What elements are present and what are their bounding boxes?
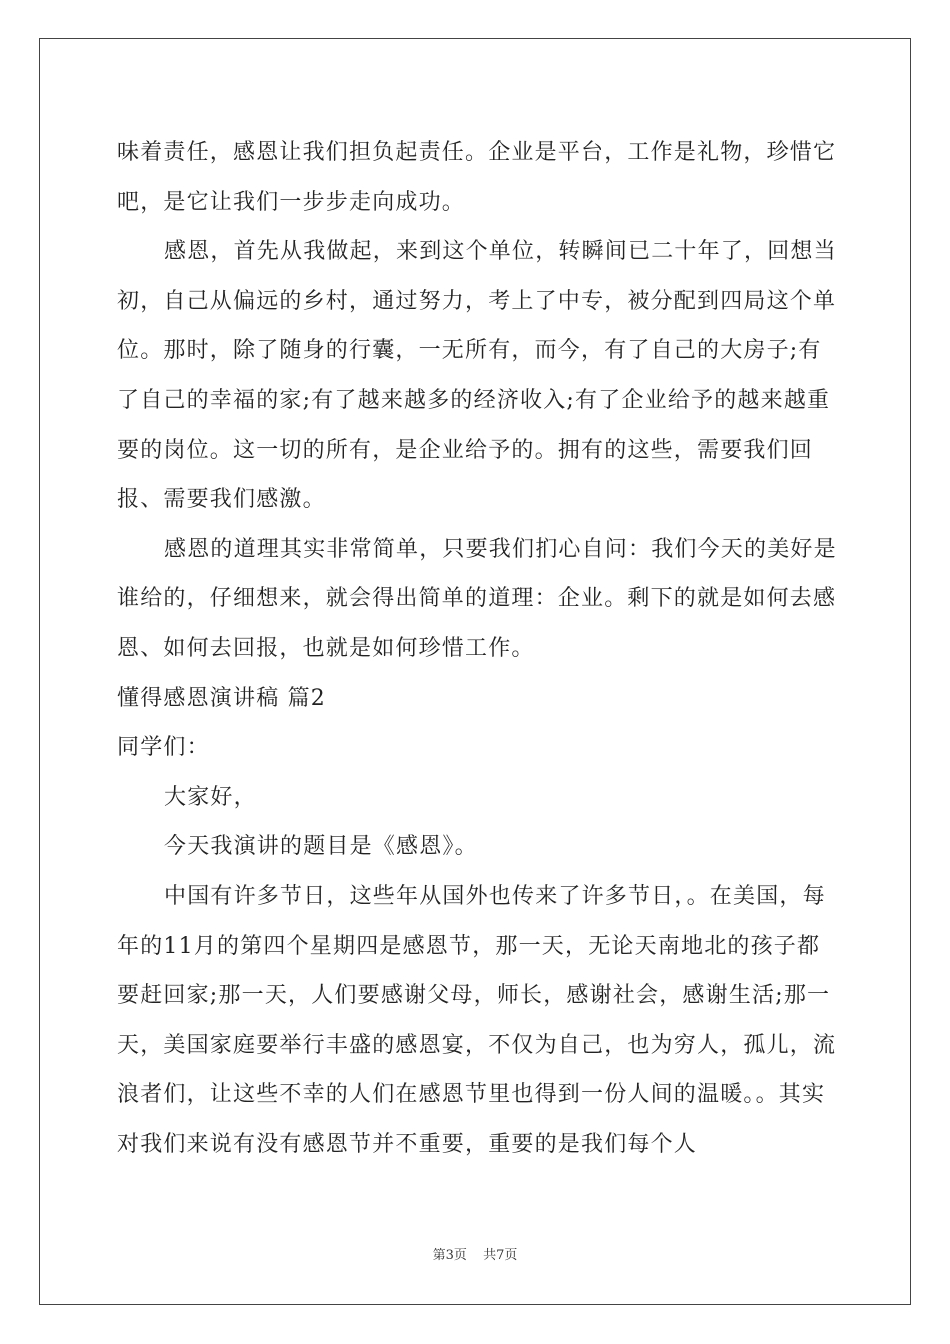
paragraph-2: 感恩，首先从我做起，来到这个单位，转瞬间已二十年了，回想当初，自己从偏远的乡村，通过努力，考上了中专，被分配到四局这个单位。那时，除了随身的行囊，一无所有，而今，有了自己的大房子;有了自己的幸福的家;有了越来越多的经济收入;有了企业给予的越来越重要的岗位。这一切的所有，是企业给予的。拥有的这些，需要我们回报、需要我们感激。 bbox=[117, 239, 837, 513]
page-number: 第3页 bbox=[432, 1248, 467, 1263]
page-total: 共7页 bbox=[483, 1248, 518, 1263]
paragraph-body: 中国有许多节日，这些年从国外也传来了许多节日，。在美国，每年的11月的第四个星期四是感恩节，那一天，无论天南地北的孩子都要赶回家;那一天，人们要感谢父母，师长，感谢社会，感谢生活;那一天，美国家庭要举行丰盛的感恩宴，不仅为自己，也为穷人，孤儿，流浪者们，让这些不幸的人们在感恩节里也得到一份人间的温暖。。其实对我们来说有没有感恩节并不重要，重要的是我们每个人 bbox=[117, 883, 837, 1157]
paragraph-1: 味着责任，感恩让我们担负起责任。企业是平台，工作是礼物，珍惜它吧，是它让我们一步步走向成功。 bbox=[117, 140, 837, 215]
section-heading: 懂得感恩演讲稿 篇2 bbox=[117, 685, 326, 711]
document-body bbox=[117, 128, 837, 1169]
speech-topic: 今天我演讲的题目是《感恩》。 bbox=[164, 834, 478, 860]
greeting: 大家好， bbox=[164, 784, 257, 810]
page-footer bbox=[0, 1244, 950, 1263]
paragraph-3: 感恩的道理其实非常简单，只要我们扪心自问：我们今天的美好是谁给的，仔细想来，就会得出简单的道理：企业。剩下的就是如何去感恩、如何去回报，也就是如何珍惜工作。 bbox=[117, 536, 837, 661]
salutation: 同学们： bbox=[117, 735, 210, 761]
